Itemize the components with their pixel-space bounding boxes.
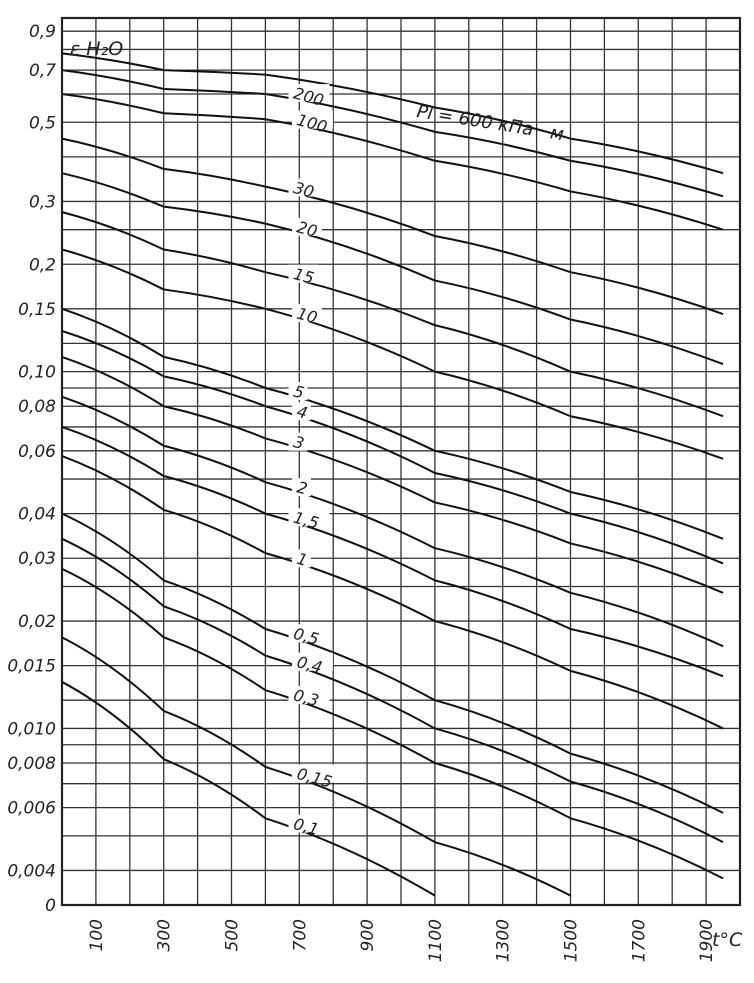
series-label-0-3: 0,3 xyxy=(291,685,321,711)
y-tick-label: 0,7 xyxy=(28,61,56,82)
series-line-2 xyxy=(62,397,723,646)
series-label-10: 10 xyxy=(294,303,320,328)
series-labels xyxy=(289,84,344,840)
y-tick-label: 0,08 xyxy=(18,397,56,418)
y-tick-label: 0,015 xyxy=(7,656,56,677)
x-axis-unit-label: t°C xyxy=(712,929,743,951)
series-line-0-3 xyxy=(62,569,723,878)
series-label-0-1: 0,1 xyxy=(291,814,321,840)
y-tick-label: 0,004 xyxy=(7,861,56,882)
series-label-1: 1 xyxy=(294,548,310,570)
x-tick-label: 1700 xyxy=(629,919,650,963)
series-label-4: 4 xyxy=(294,401,310,423)
y-tick-label: 0,06 xyxy=(18,441,56,462)
series-label-15: 15 xyxy=(291,264,317,288)
x-tick-label: 500 xyxy=(222,919,243,952)
x-tick-label: 900 xyxy=(358,919,379,952)
series-label-1-5: 1,5 xyxy=(291,507,321,533)
series-label-100: 100 xyxy=(294,110,330,137)
y-tick-label: 0,008 xyxy=(7,754,56,775)
series-label-30: 30 xyxy=(291,178,317,202)
y-tick-label: 0 xyxy=(45,896,56,916)
series-label-0-15: 0,15 xyxy=(294,763,335,792)
y-tick-label: 0,2 xyxy=(28,255,56,276)
series-label-3: 3 xyxy=(291,432,307,454)
y-tick-label: 0,10 xyxy=(18,362,56,383)
series-line-200 xyxy=(62,70,723,196)
y-tick-label: 0,9 xyxy=(28,22,56,43)
x-tick-label: 300 xyxy=(154,919,175,952)
series-label-5: 5 xyxy=(291,381,307,403)
y-tick-label: 0,010 xyxy=(7,719,56,740)
series-label-0-5: 0,5 xyxy=(291,623,321,649)
param-label-main: Pl = 600 кПа · м xyxy=(415,101,566,146)
y-tick-labels xyxy=(7,22,56,916)
series-line-1 xyxy=(62,456,723,728)
series-line-1-5 xyxy=(62,427,723,676)
series-line-100 xyxy=(62,94,723,230)
x-tick-label: 1900 xyxy=(697,919,718,963)
x-tick-label: 100 xyxy=(86,919,107,952)
x-tick-label: 1500 xyxy=(561,919,582,963)
y-tick-label: 0,04 xyxy=(18,504,56,525)
series-label-2: 2 xyxy=(294,477,310,499)
series-line-15 xyxy=(62,212,723,416)
y-tick-label: 0,3 xyxy=(28,192,56,213)
x-tick-label: 700 xyxy=(290,919,311,952)
series-line-0-4 xyxy=(62,539,723,842)
x-tick-label: 1100 xyxy=(425,919,446,963)
y-axis-label: ε H₂O xyxy=(70,38,124,60)
y-tick-label: 0,03 xyxy=(18,549,56,570)
series-label-20: 20 xyxy=(294,217,320,241)
y-tick-label: 0,006 xyxy=(7,798,56,819)
series-label-200: 200 xyxy=(291,83,326,110)
x-tick-labels xyxy=(87,919,717,962)
y-tick-label: 0,02 xyxy=(18,612,56,633)
series-label-0-4: 0,4 xyxy=(294,652,325,678)
y-tick-label: 0,15 xyxy=(18,299,56,320)
y-tick-label: 0,5 xyxy=(28,113,56,134)
series-curves xyxy=(62,53,723,895)
x-tick-label: 1300 xyxy=(493,919,514,963)
series-line-0-1 xyxy=(62,682,435,896)
